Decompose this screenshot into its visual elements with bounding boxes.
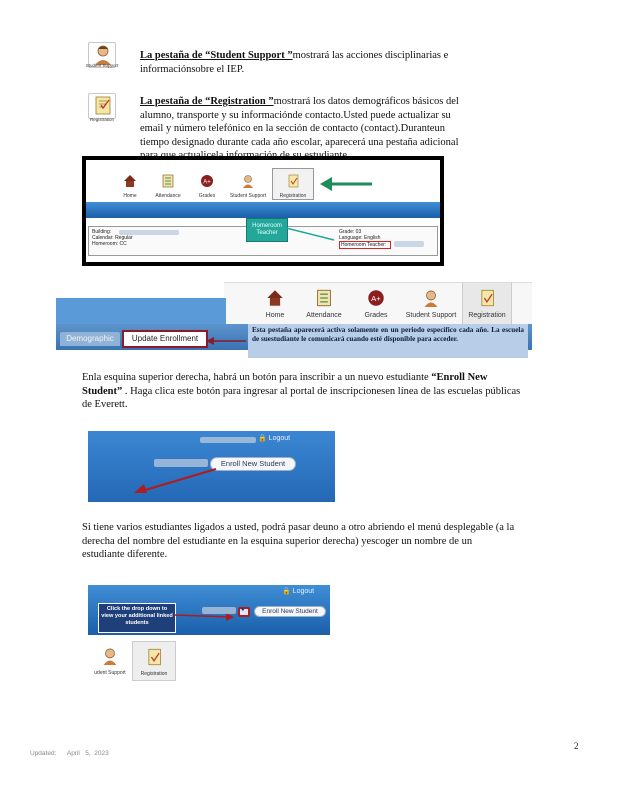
student-dropdown-toggle[interactable] xyxy=(238,607,250,617)
s1-nav-grades[interactable] xyxy=(194,174,220,199)
registration-title-prefix: La pestaña de xyxy=(140,96,206,107)
s1-homeroom-callout: Homeroom Teacher xyxy=(246,218,288,242)
s1-homeroom-teacher: Homeroom Teacher: xyxy=(339,241,391,249)
student-support-nav-icon xyxy=(101,647,119,665)
registration-icon-box xyxy=(88,93,116,119)
green-arrow-icon xyxy=(318,176,374,192)
enroll-new-student-button[interactable]: Enroll New Student xyxy=(210,457,296,471)
student-support-paragraph xyxy=(140,49,540,76)
enroll-new-student-paragraph xyxy=(82,371,552,412)
s3-logout-label: Logout xyxy=(268,435,291,442)
student-support-nav-icon xyxy=(241,174,255,188)
s1-grade: Grade: 03 xyxy=(339,229,362,235)
s2-nav-grades[interactable] xyxy=(360,289,392,319)
s2-nav-attendance[interactable] xyxy=(302,289,346,319)
lock-icon: 🔒 xyxy=(282,588,291,595)
s2-nav-grades-label: Grades xyxy=(364,312,388,319)
svg-text:A+: A+ xyxy=(203,179,211,186)
s4-nav-registration[interactable] xyxy=(132,641,176,681)
s4-nav-student-support[interactable] xyxy=(90,647,130,676)
s1-blue-bar xyxy=(86,202,440,218)
registration-line4: tiempo designado durante cada año escolar, aparecerá una pestaña adicional xyxy=(140,136,459,148)
screenshot-student-dropdown xyxy=(88,585,330,685)
s4-blur-student xyxy=(202,607,236,614)
attendance-icon xyxy=(315,289,333,307)
student-support-title-quoted: “Student Support ” xyxy=(205,50,293,61)
tab-demographic[interactable]: Demographic xyxy=(60,332,120,346)
para3-text1: Enla esquina superior derecha, habrá un botón para inscribir a un nuevo estudiante xyxy=(82,372,432,383)
s1-nav-student-support-label: Student Support xyxy=(229,193,267,199)
s1-nav-registration[interactable] xyxy=(272,168,314,200)
registration-icon-label: Registration xyxy=(89,117,114,122)
para4-line1: Si tiene varios estudiantes ligados a usted, podrá pasar deuno a otro abriendo el menú desplegable (a la xyxy=(82,522,515,533)
s1-nav-home[interactable] xyxy=(116,174,144,199)
multiple-students-paragraph xyxy=(82,521,552,562)
s1-nav-attendance[interactable] xyxy=(151,174,185,199)
s4-enroll-new-student-button[interactable]: Enroll New Student xyxy=(254,606,326,617)
student-support-icon xyxy=(89,43,117,65)
s3-red-arrow xyxy=(132,467,218,495)
grades-icon xyxy=(200,174,214,188)
tab-update-enrollment[interactable]: Update Enrollment xyxy=(122,330,208,348)
para4-line3: estudiante diferente. xyxy=(82,549,168,560)
para3-bold1: “Enroll New xyxy=(431,372,488,383)
home-icon xyxy=(123,174,137,188)
s4-logout-link[interactable] xyxy=(282,587,314,595)
s2-blue-band xyxy=(56,298,226,324)
s3-blur-student xyxy=(154,459,208,467)
s2-nav-registration[interactable] xyxy=(462,283,512,325)
s3-blur-name xyxy=(200,437,256,443)
screenshot-update-enrollment xyxy=(56,282,532,358)
s2-nav-student-support-label: Student Support xyxy=(405,312,457,319)
screenshot-registration-tab xyxy=(82,156,444,266)
s1-building: Building: xyxy=(92,229,112,235)
para4-line2: derecha del nombre del estudiante en la esquina superior derecha) yescoger un nombre de un xyxy=(82,535,473,547)
s1-blur-building xyxy=(119,230,179,235)
s1-nav-attendance-label: Attendance xyxy=(155,193,181,199)
s1-blur-teacher xyxy=(394,241,424,247)
student-support-title-rest: mostrará las acciones disciplinarias e xyxy=(292,50,449,61)
s2-nav-registration-label: Registration xyxy=(468,312,506,319)
registration-line3: email y número telefónico en la sección de contacto (contact).Duranteun xyxy=(140,123,445,134)
s4-logout-label: Logout xyxy=(292,588,315,595)
s2-red-arrow xyxy=(206,336,246,346)
s1-nav-student-support[interactable] xyxy=(228,174,268,199)
screenshot-enroll-button xyxy=(88,431,335,502)
home-icon xyxy=(266,289,284,307)
para3-bold2: Student” xyxy=(82,385,123,397)
s2-note-box: Esta pestaña aparecerá activa solamente en un periodo específico cada año. La escuela de suestudiante le comunicará cuando esté disponible para acceder. xyxy=(248,324,528,358)
para3-text3: de Everett. xyxy=(82,399,128,410)
registration-title-rest: mostrará los datos demográficos básicos del xyxy=(273,96,459,107)
s4-callout: Click the drop down to view your additional linked students xyxy=(98,603,176,633)
registration-nav-icon xyxy=(145,648,163,666)
student-support-icon-label: Student Support xyxy=(85,63,119,68)
s1-calendar: Calendar: Regular xyxy=(92,235,133,241)
footer-updated: Updated: April 5, 2023 xyxy=(30,750,109,757)
s4-nav-registration-label: Registration xyxy=(140,671,168,677)
registration-line2: alumno, transporte y su informaciónde contacto.Usted puede actualizar su xyxy=(140,109,451,121)
s2-nav-attendance-label: Attendance xyxy=(306,312,342,319)
s1-language: Language: English xyxy=(339,235,381,241)
s3-logout-link[interactable] xyxy=(258,434,290,442)
student-support-title-prefix: La pestaña de xyxy=(140,50,206,61)
chevron-down-icon: ● xyxy=(241,607,245,613)
grades-icon xyxy=(367,289,385,307)
s1-nav-registration-label: Registration xyxy=(279,193,307,199)
svg-text:A+: A+ xyxy=(371,294,381,304)
s2-nav-student-support[interactable] xyxy=(404,289,458,319)
para3-text2: . Haga clica este botón para ingresar al portal de inscripcionesen línea de las escuelas públicas xyxy=(122,385,521,397)
registration-icon xyxy=(89,94,117,116)
registration-nav-icon xyxy=(286,174,300,188)
registration-paragraph xyxy=(140,95,540,163)
s1-callout-arrow xyxy=(286,224,336,244)
registration-title-quoted: “Registration ” xyxy=(205,96,274,107)
page-number: 2 xyxy=(574,741,579,751)
s2-nav-home-label: Home xyxy=(265,312,285,319)
s1-nav-home-label: Home xyxy=(123,193,137,199)
s4-nav-student-support-label: udent Support xyxy=(94,670,126,676)
student-support-nav-icon xyxy=(422,289,440,307)
lock-icon: 🔒 xyxy=(258,435,267,442)
attendance-icon xyxy=(161,174,175,188)
s1-nav-grades-label: Grades xyxy=(198,193,216,199)
s1-homeroom: Homeroom: CC xyxy=(92,241,127,247)
student-support-line2: informaciónsobre el IEP. xyxy=(140,63,245,75)
registration-nav-icon xyxy=(478,289,496,307)
s2-nav-home[interactable] xyxy=(260,289,290,319)
